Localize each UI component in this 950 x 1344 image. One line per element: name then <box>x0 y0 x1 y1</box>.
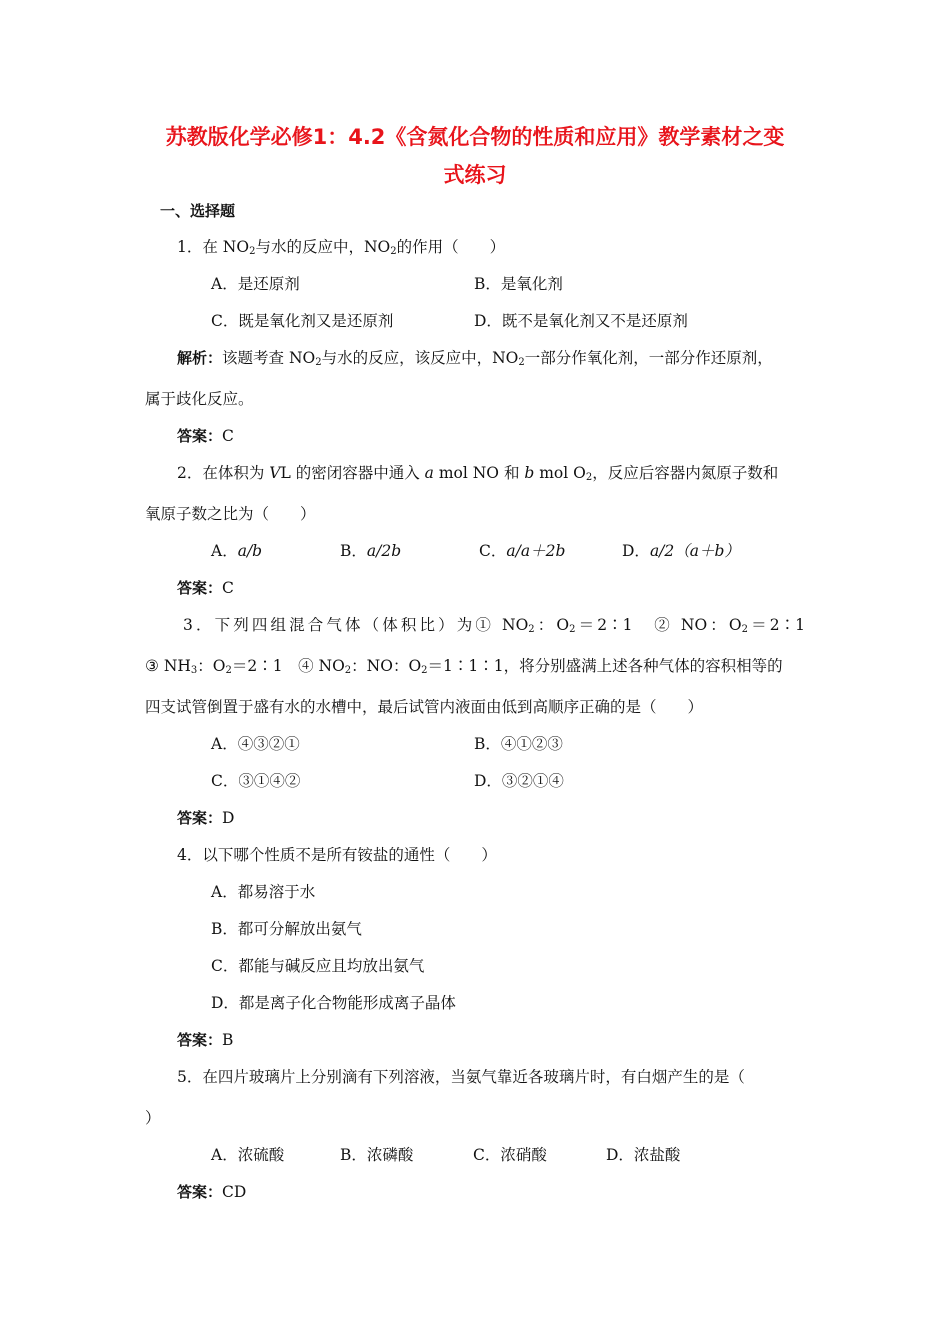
q1-answer-value: C <box>222 427 234 445</box>
q4-answer-value: B <box>222 1031 234 1049</box>
q3-sub-6: 2 <box>344 665 352 676</box>
q3-answer <box>177 807 234 829</box>
q2-volume-symbol: V <box>269 464 281 482</box>
q2-s1: 2．在体积为 <box>177 464 270 482</box>
q2-sub: 2 <box>585 472 593 483</box>
question-3-stem-line-2 <box>145 655 783 677</box>
q1-option-c: C．既是氧化剂又是还原剂 <box>211 312 394 330</box>
section-heading: 一、选择题 <box>160 202 236 220</box>
question-1-stem <box>177 236 505 258</box>
q2-option-a-value: a/b <box>237 542 263 560</box>
q2-option-d-label: D． <box>622 542 650 560</box>
analysis-label: 解析： <box>177 349 223 367</box>
q2-symbol-a: a <box>424 464 434 482</box>
q2-option-a-label: A． <box>211 542 238 560</box>
q1-stem-pre: 1．在 NO <box>177 238 250 256</box>
q4-option-d: D．都是离子化合物能形成离子晶体 <box>211 994 456 1012</box>
q3-sub-3: 2 <box>741 624 749 635</box>
q2-option-b <box>340 540 401 562</box>
q3-option-b: B．④①②③ <box>474 735 563 753</box>
q1-analysis-sub-a: 2 <box>315 357 322 368</box>
q1-option-a: A．是还原剂 <box>211 275 300 293</box>
q2-option-c-label: C． <box>479 542 507 560</box>
answer-label: 答案： <box>177 809 223 827</box>
q3-sub-5: 2 <box>225 665 232 676</box>
q2-option-d-value: a/2（a＋b） <box>649 542 740 560</box>
q2-s4: mol O <box>534 464 586 482</box>
q5-option-c: C．浓硝酸 <box>473 1146 547 1164</box>
q4-answer <box>177 1029 233 1051</box>
q3-sub-4: 3 <box>190 665 198 676</box>
answer-label: 答案： <box>177 1183 223 1201</box>
q1-analysis-line-2: 属于歧化反应。 <box>145 390 254 408</box>
q3-l2-b: ：O <box>197 657 226 675</box>
q1-analysis-sub-b: 2 <box>518 357 525 368</box>
q4-option-c: C．都能与碱反应且均放出氨气 <box>211 957 425 975</box>
question-3-stem-line-3: 四支试管倒置于盛有水的水槽中，最后试管内液面由低到高顺序正确的是（ ） <box>145 698 704 716</box>
q2-option-c-value: a/a＋2b <box>506 542 566 560</box>
q1-sub-b: 2 <box>390 246 397 257</box>
q1-option-b: B．是氧化剂 <box>474 275 563 293</box>
q1-analysis-a: 该题考查 NO <box>222 349 316 367</box>
q4-option-a: A．都易溶于水 <box>211 883 316 901</box>
q5-option-d: D．浓盐酸 <box>606 1146 681 1164</box>
q2-symbol-b: b <box>524 464 535 482</box>
q1-option-d: D．既不是氧化剂又不是还原剂 <box>474 312 688 330</box>
q2-s5: ，反应后容器内氮原子数和 <box>592 464 779 482</box>
q3-option-a: A．④③②① <box>211 735 300 753</box>
q1-analysis-b: 与水的反应，该反应中，NO <box>321 349 519 367</box>
q3-sub-1: 2 <box>528 624 535 635</box>
q3-l1-a: 3．下列四组混合气体（体积比）为① <box>183 616 494 634</box>
q1-stem-mid: 与水的反应中，NO <box>255 238 391 256</box>
q1-stem-post: 的作用（ ） <box>396 238 506 256</box>
q3-l1-c: ：O <box>534 616 570 634</box>
q2-option-b-value: a/2b <box>366 542 402 560</box>
q2-s3: mol NO 和 <box>433 464 525 482</box>
q5-option-b: B．浓磷酸 <box>340 1146 414 1164</box>
document-title-line-2: 式练习 <box>443 163 507 187</box>
q2-option-a <box>211 540 262 562</box>
q3-l1-f: ＝2∶1 <box>748 616 805 634</box>
document-title-line-1: 苏教版化学必修1：4.2《含氮化合物的性质和应用》教学素材之变 <box>165 125 785 149</box>
q1-analysis-line-1 <box>177 347 773 369</box>
q1-sub-a: 2 <box>249 246 256 257</box>
q5-answer-value: CD <box>222 1183 247 1201</box>
answer-label: 答案： <box>177 1031 223 1049</box>
q2-stem-line-2: 氧原子数之比为（ ） <box>145 505 316 523</box>
q5-option-a: A．浓硫酸 <box>211 1146 285 1164</box>
q3-l1-d: ＝2∶1 ② <box>575 616 673 634</box>
q3-l2-c: ＝2∶1 ④ NO <box>231 657 345 675</box>
q3-sub-2: 2 <box>569 624 576 635</box>
q2-option-d <box>622 540 740 562</box>
q3-sub-7: 2 <box>421 665 428 676</box>
q3-option-c: C．③①④② <box>211 772 301 790</box>
q2-s2: L 的密闭容器中通入 <box>280 464 425 482</box>
q3-l2-e: ＝1∶1∶1，将分别盛满上述各种气体的容积相等的 <box>427 657 783 675</box>
q2-option-c <box>479 540 565 562</box>
q1-analysis-c: 一部分作氧化剂，一部分作还原剂， <box>524 349 773 367</box>
q2-option-b-label: B． <box>340 542 367 560</box>
question-5-stem-line-2: ） <box>145 1109 161 1127</box>
q3-l1-e: NO：O <box>680 616 742 634</box>
question-5-stem: 5．在四片玻璃片上分别滴有下列溶液，当氨气靠近各玻璃片时，有白烟产生的是（ <box>177 1068 745 1086</box>
q2-answer <box>177 577 234 599</box>
q3-answer-value: D <box>222 809 235 827</box>
question-2-stem <box>177 462 778 484</box>
q3-option-d: D．③②①④ <box>474 772 564 790</box>
question-3-stem-line-1 <box>183 614 805 636</box>
q3-l1-b: NO <box>502 616 529 634</box>
question-4-stem: 4．以下哪个性质不是所有铵盐的通性（ ） <box>177 846 497 864</box>
q5-answer <box>177 1181 246 1203</box>
answer-label: 答案： <box>177 427 223 445</box>
q3-l2-d: ：NO：O <box>351 657 422 675</box>
q1-answer <box>177 425 234 447</box>
q3-l2-a: ③ NH <box>145 657 191 675</box>
q4-option-b: B．都可分解放出氨气 <box>211 920 362 938</box>
q2-answer-value: C <box>222 579 234 597</box>
answer-label: 答案： <box>177 579 223 597</box>
